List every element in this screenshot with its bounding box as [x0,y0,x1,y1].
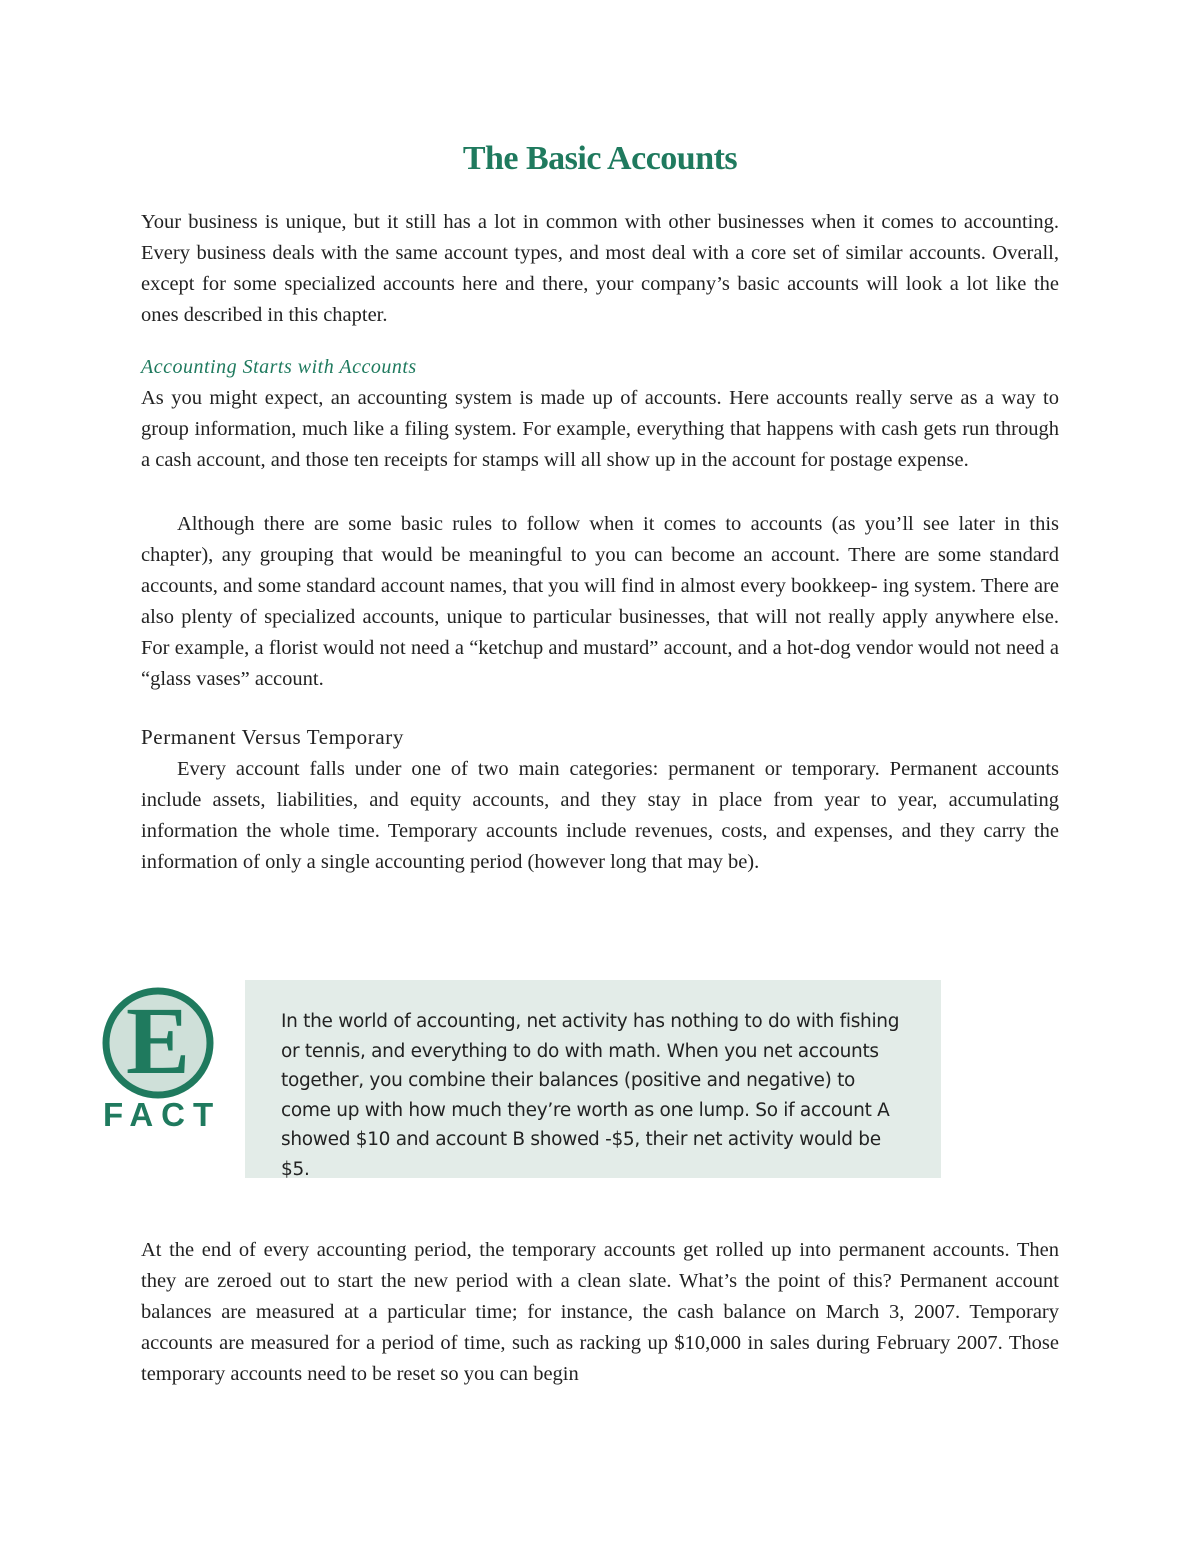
closing-paragraph: At the end of every accounting period, the temporary accounts get rolled up into permanent accounts. Then they are zeroed out to start the new period with a clean slate. What’s the point of this? Permanent account balances are measured at a particular time; for instance, the cash balance on March 3, 2007. Temporary accounts are measured for a period of time, such as racking up $10,000 in sales during February 2007. Those temporary accounts need to be reset so you can begin [141,1239,1059,1385]
section1-paragraph-2: Although there are some basic rules to follow when it comes to accounts (as you’ll see later in this chapter), any grouping that would be meaningful to you can become an account. There are some standard accounts, and some standard account names, that you will find in almost every bookkeep- ing system. There are also plenty of specialized accounts, unique to particular businesses, that will not really apply anywhere else. For example, a florist would not need a “ketchup and mustard” account, and a hot-dog vendor would not need a “glass vases” account. [141,513,1059,690]
fact-text: In the world of accounting, net activity has nothing to do with fishing or tennis, and everything to do with math. When you net accounts together, you combine their balances (positive and negative) to come up with how much they’re worth as one lump. So if account A showed $10 and account B showed -$5, their net activity would be $5. [281,1011,900,1180]
intro-paragraph: Your business is unique, but it still has a lot in common with other businesses when it comes to accounting. Every business deals with the same account types, and most deal with a core set of similar accounts. Overall, except for some specialized accounts here and there, your company’s basic accounts will look a lot like the ones described in this chapter. [141,211,1059,326]
section2-paragraph-1: Every account falls under one of two main categories: permanent or temporary. Permanent accounts include assets, liabilities, and equity accounts, and they stay in place from year to year, accumulating information the whole time. Temporary accounts include revenues, costs, and expenses, and they carry the information of only a single accounting period (however long that may be). [141,758,1059,873]
section-heading-permanent-vs-temporary: Permanent Versus Temporary [141,725,404,749]
section-heading-accounting-starts: Accounting Starts with Accounts [141,356,417,378]
fact-callout-box [245,980,941,1178]
fact-label: FACT [103,1096,222,1133]
page-title: The Basic Accounts [462,140,738,177]
section1-paragraph-1: As you might expect, an accounting system is made up of accounts. Here accounts really serve as a way to group information, much like a filing system. For example, everything that happens with cash gets run through a cash account, and those ten receipts for stamps will all show up in the account for postage expense. [141,387,1059,471]
fact-badge-letter: E [125,987,191,1094]
